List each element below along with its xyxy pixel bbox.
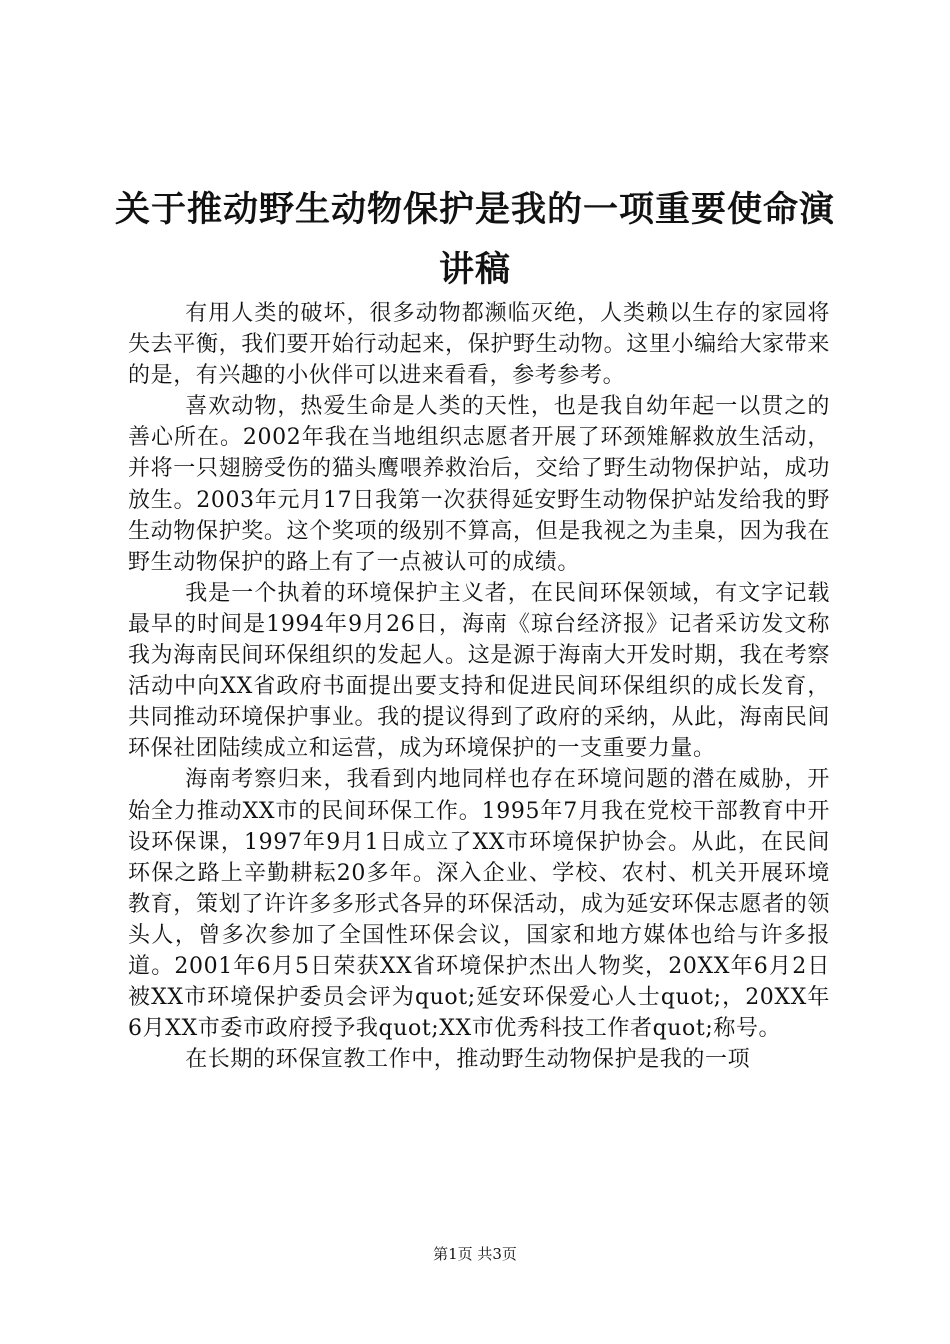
paragraph-5: 在长期的环保宣教工作中，推动野生动物保护是我的一项 [185, 1047, 751, 1073]
document-body [128, 298, 830, 1075]
paragraph-3: 我是一个执着的环境保护主义者，在民间环保领域，有文字记载最早的时间是1994年9月26日，海南《琼台经济报》记者采访发文称我为海南民间环保组织的发起人。这是源于海南大开发时期，我在考察活动中向XX省政府书面提出要支持和促进民间环保组织的成长发育，共同推动环境保护事业。我的提议得到了政府的采纳，从此，海南民间环保社团陆续成立和运营，成为环境保护的一支重要力量。 [128, 580, 830, 762]
document-title [110, 180, 840, 300]
paragraph-2: 喜欢动物，热爱生命是人类的天性，也是我自幼年起一以贯之的善心所在。2002年我在当地组织志愿者开展了环颈雉解救放生活动，并将一只翅膀受伤的猫头鹰喂养救治后，交给了野生动物保护站，成功放生。2003年元月17日我第一次获得延安野生动物保护站发给我的野生动物保护奖。这个奖项的级别不算高，但是我视之为圭臬，因为我在野生动物保护的路上有了一点被认可的成绩。 [128, 394, 830, 575]
title-line-2: 讲稿 [438, 249, 511, 290]
paragraph-1: 有用人类的破坏，很多动物都濒临灭绝，人类赖以生存的家园将失去平衡，我们要开始行动起来，保护野生动物。这里小编给大家带来的是，有兴趣的小伙伴可以进来看看，参考参考。 [128, 301, 830, 389]
paragraph-4: 海南考察归来，我看到内地同样也存在环境问题的潜在威胁，开始全力推动XX市的民间环保工作。1995年7月我在党校干部教育中开设环保课，1997年9月1日成立了XX市环境保护协会。从此，在民间环保之路上辛勤耕耘20多年。深入企业、学校、农村、机关开展环境教育，策划了许许多多形式各异的环保活动，成为延安环保志愿者的领头人，曾多次参加了全国性环保会议，国家和地方媒体也给与许多报道。2001年6月5日荣获XX省环境保护杰出人物奖，20XX年6月2日被XX市环境保护委员会评为quot;延安环保爱心人士quot;，20XX年6月XX市委市政府授予我quot;XX市优秀科技工作者quot;称号。 [128, 767, 831, 1042]
page-footer: 第1页 共3页 [433, 1245, 517, 1263]
title-line-1: 关于推动野生动物保护是我的一项重要使命演 [114, 189, 835, 230]
